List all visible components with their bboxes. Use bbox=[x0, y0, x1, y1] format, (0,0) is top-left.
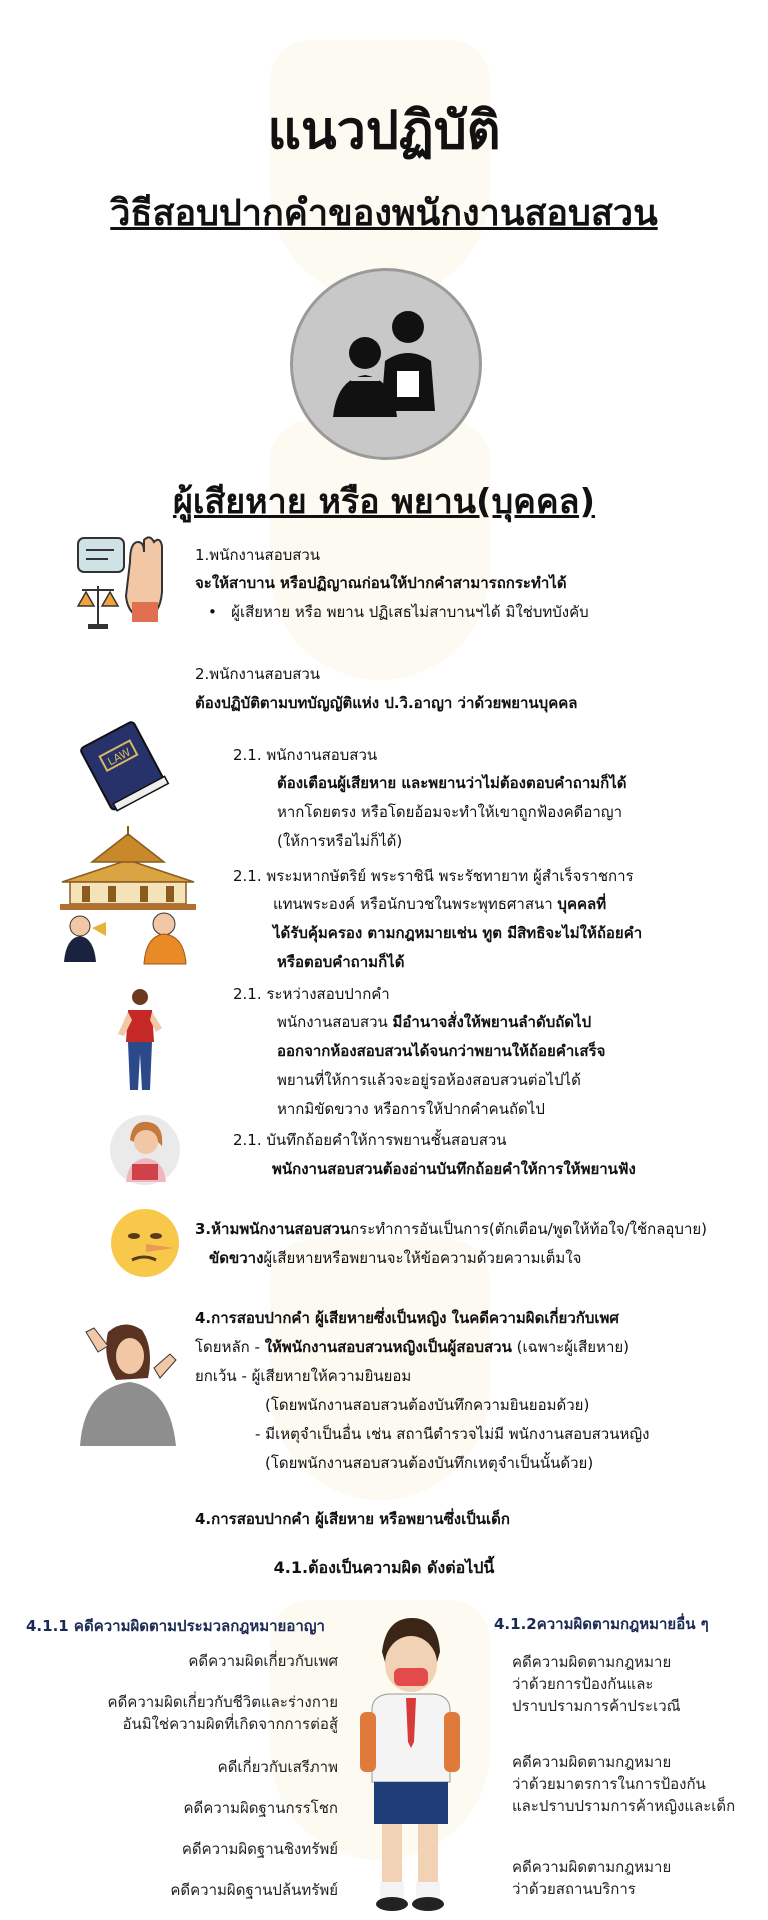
item4-rule: โดยหลัก - ให้พนักงานสอบสวนหญิงเป็นผู้สอบสวน (เฉพาะผู้เสียหาย) bbox=[195, 1338, 630, 1356]
right-list-item: คดีความผิดตามกฎหมาย bbox=[512, 1753, 672, 1771]
left-column-header: 4.1.1 คดีความผิดตามประมวลกฎหมายอาญา bbox=[26, 1617, 325, 1635]
sub2-line3: หรือตอบคำถามก็ได้ bbox=[277, 953, 405, 971]
item4-except-d: (โดยพนักงานสอบสวนต้องบันทึกเหตุจำเป็นนั้นด้วย) bbox=[265, 1454, 594, 1472]
right-list-item: คดีความผิดตามกฎหมาย bbox=[512, 1858, 672, 1876]
left-list-item: คดีเกี่ยวกับเสรีภาพ bbox=[217, 1758, 338, 1776]
item3-line1: 3.ห้ามพนักงานสอบสวนกระทำการอันเป็นการ(ตักเตือน/พูดให้ท้อใจ/ใช้กลอุบาย) bbox=[195, 1220, 708, 1238]
sub4-bold: พนักงานสอบสวนต้องอ่านบันทึกถ้อยคำให้การให้พยานฟัง bbox=[272, 1160, 636, 1178]
svg-text:LAW: LAW bbox=[105, 745, 133, 769]
sub2-head: 2.1. พระมหากษัตริย์ พระราชินี พระรัชทายาท ผู้สำเร็จราชการ bbox=[233, 867, 634, 885]
law-book-icon bbox=[76, 716, 172, 812]
right-list-item: ว่าด้วยสถานบริการ bbox=[512, 1880, 636, 1898]
item2-heading: 2.พนักงานสอบสวน bbox=[195, 665, 321, 683]
item1-bullet: • ผู้เสียหาย หรือ พยาน ปฏิเสธไม่สาบานฯได้ มิใช่บทบังคับ bbox=[208, 603, 589, 621]
item1-bold: จะให้สาบาน หรือปฏิญาณก่อนให้ปากคำสามารถกระทำได้ bbox=[195, 574, 567, 592]
left-list-item: คดีความผิดเกี่ยวกับชีวิตและร่างกาย bbox=[107, 1693, 338, 1711]
lying-face-icon bbox=[108, 1206, 182, 1280]
right-list-item: คดีความผิดตามกฎหมาย bbox=[512, 1653, 672, 1671]
sub3-line1: พนักงานสอบสวน มีอำนาจสั่งให้พยานลำดับถัดไป bbox=[277, 1013, 592, 1031]
left-list-item: อันมิใช่ความผิดที่เกิดจากการต่อสู้ bbox=[122, 1715, 338, 1733]
page-subtitle: วิธีสอบปากคำของพนักงานสอบสวน bbox=[110, 193, 658, 234]
right-column-header: 4.1.2ความผิดตามกฎหมายอื่น ๆ bbox=[494, 1615, 709, 1633]
justice-hand-icon bbox=[74, 532, 178, 632]
page-title: แนวปฏิบัติ bbox=[267, 101, 501, 161]
right-list-item: ว่าด้วยการป้องกันและ bbox=[512, 1675, 654, 1693]
item5-subheading: 4.1.ต้องเป็นความผิด ดังต่อไปนี้ bbox=[273, 1558, 495, 1577]
section-title: ผู้เสียหาย หรือ พยาน(บุคคล) bbox=[172, 482, 596, 522]
standing-man-icon bbox=[110, 986, 170, 1094]
interview-icon bbox=[290, 268, 482, 460]
right-list-item: และปราบปรามการค้าหญิงและเด็ก bbox=[512, 1797, 736, 1815]
item4-except-a: ยกเว้น - ผู้เสียหายให้ความยินยอม bbox=[195, 1367, 412, 1385]
left-list-item: คดีความผิดฐานปล้นทรัพย์ bbox=[170, 1881, 338, 1899]
sub1-line2: (ให้การหรือไม่ก็ได้) bbox=[277, 832, 403, 850]
item5-heading: 4.การสอบปากคำ ผู้เสียหาย หรือพยานซึ่งเป็นเด็ก bbox=[195, 1510, 510, 1528]
sub4-head: 2.1. บันทึกถ้อยคำให้การพยานชั้นสอบสวน bbox=[233, 1131, 507, 1149]
sub3-line3: พยานที่ให้การแล้วจะอยู่รอห้องสอบสวนต่อไปได้ bbox=[277, 1071, 581, 1089]
item4-except-b: (โดยพนักงานสอบสวนต้องบันทึกความยินยอมด้วย) bbox=[265, 1396, 590, 1414]
sub3-line2: ออกจากห้องสอบสวนได้จนกว่าพยานให้ถ้อยคำเสร็จ bbox=[277, 1042, 606, 1060]
sub1-line1: หากโดยตรง หรือโดยอ้อมจะทำให้เขาถูกฟ้องคดีอาญา bbox=[277, 803, 623, 821]
item4-except-c: - มีเหตุจำเป็นอื่น เช่น สถานีตำรวจไม่มี พนักงานสอบสวนหญิง bbox=[255, 1425, 650, 1443]
left-list-item: คดีความผิดเกี่ยวกับเพศ bbox=[188, 1652, 338, 1670]
sub3-line4: หากมิขัดขวาง หรือการให้ปากคำคนถัดไป bbox=[277, 1100, 545, 1118]
sub3-head: 2.1. ระหว่างสอบปากคำ bbox=[233, 985, 390, 1003]
right-list-item: ว่าด้วยมาตรการในการป้องกัน bbox=[512, 1775, 706, 1793]
palace-monk-icon bbox=[52, 826, 204, 966]
left-list-item: คดีความผิดฐานกรรโชก bbox=[183, 1799, 338, 1817]
item2-bold: ต้องปฏิบัติตามบทบัญญัติแห่ง ป.วิ.อาญา ว่าด้วยพยานบุคคล bbox=[195, 694, 578, 712]
distressed-woman-icon bbox=[58, 1318, 184, 1448]
sub2-line2: ได้รับคุ้มครอง ตามกฎหมายเช่น ทูต มีสิทธิจะไม่ให้ถ้อยคำ bbox=[273, 924, 643, 942]
left-list-item: คดีความผิดฐานชิงทรัพย์ bbox=[181, 1840, 338, 1858]
item4-heading: 4.การสอบปากคำ ผู้เสียหายซึ่งเป็นหญิง ในคดีความผิดเกี่ยวกับเพศ bbox=[195, 1309, 619, 1327]
right-list-item: ปราบปรามการค้าประเวณี bbox=[512, 1697, 681, 1715]
item1-heading: 1.พนักงานสอบสวน bbox=[195, 546, 321, 564]
sub1-bold: ต้องเตือนผู้เสียหาย และพยานว่าไม่ต้องตอบคำถามก็ได้ bbox=[277, 774, 627, 792]
item3-line2: ขัดขวางผู้เสียหายหรือพยานจะให้ข้อความด้วยความเต็มใจ bbox=[209, 1249, 582, 1267]
reading-woman-icon bbox=[108, 1112, 182, 1188]
schoolchild-icon bbox=[352, 1612, 468, 1914]
bullet-dot-icon: • bbox=[208, 603, 232, 621]
sub2-line1: แทนพระองค์ หรือนักบวชในพระพุทธศาสนา บุคคลที่ bbox=[273, 895, 607, 913]
sub1-head: 2.1. พนักงานสอบสวน bbox=[233, 746, 378, 764]
